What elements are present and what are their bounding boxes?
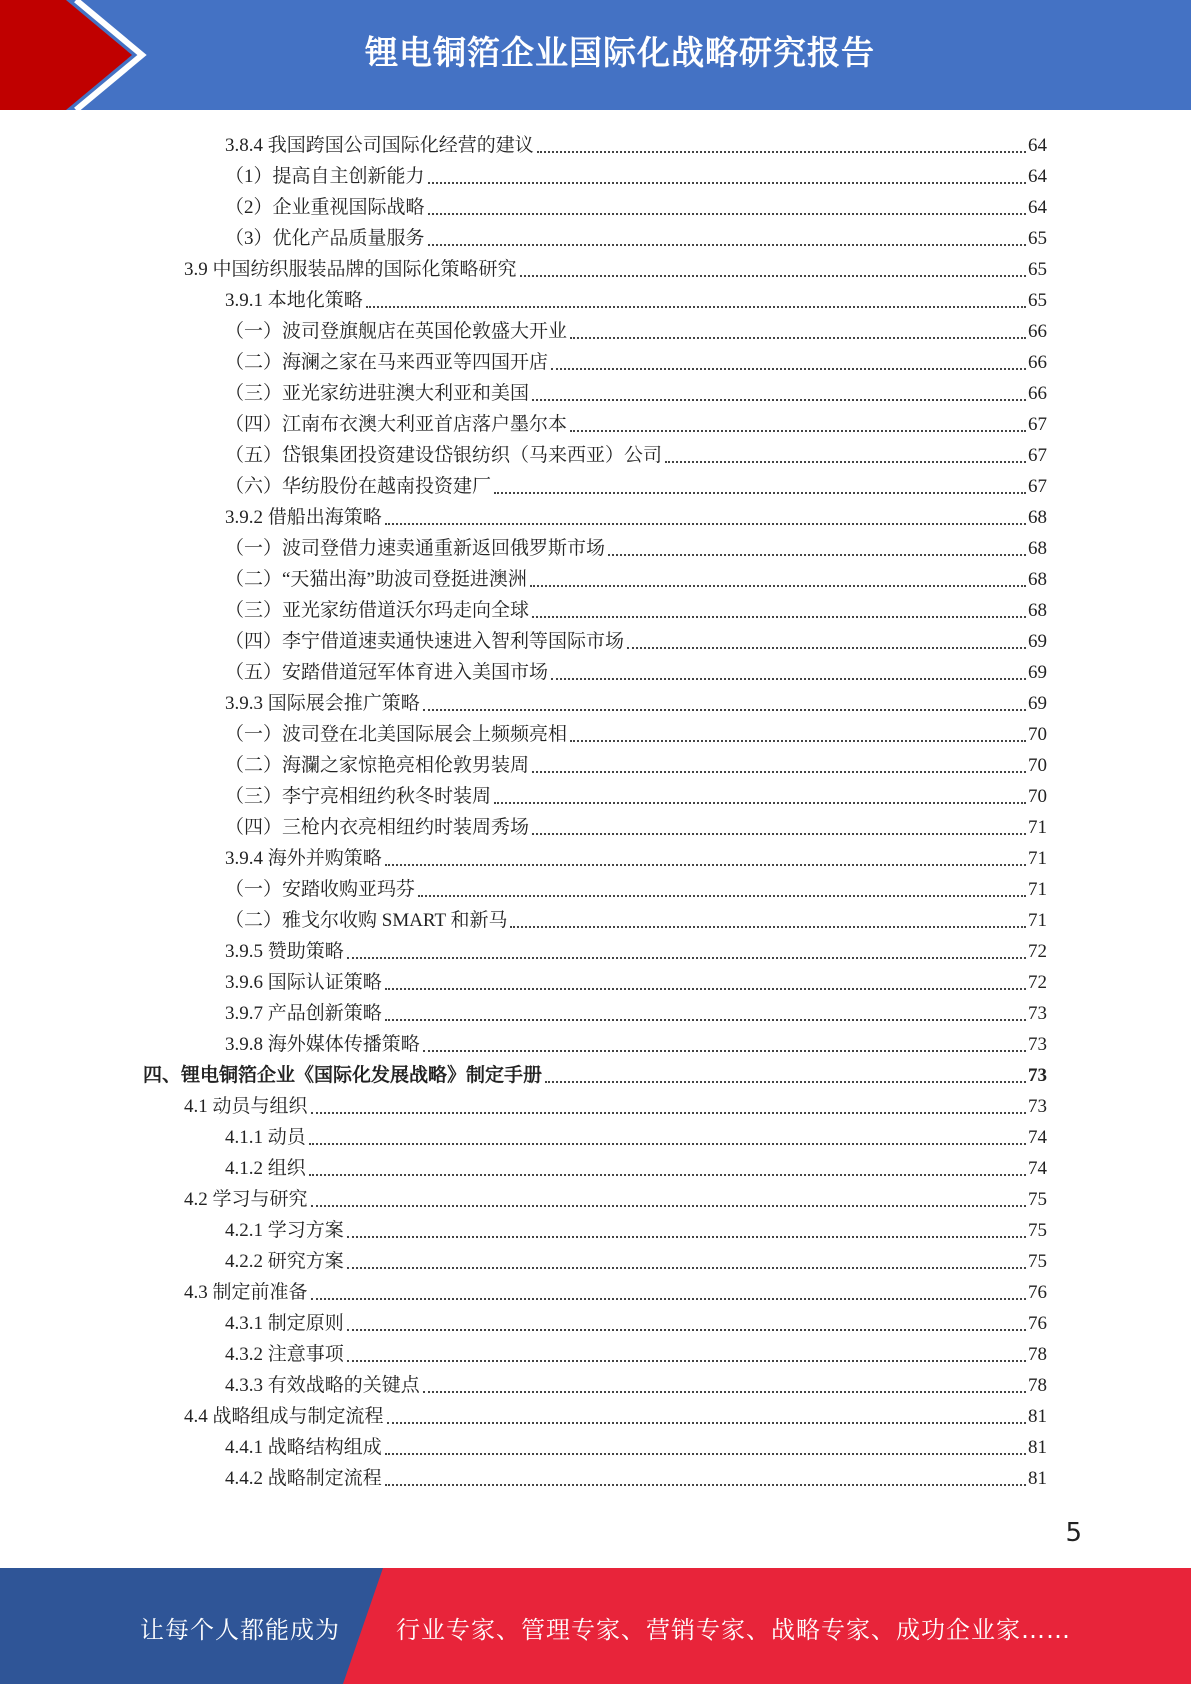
toc-leader-dots bbox=[385, 1452, 1026, 1455]
toc-entry-title: 4.4.2 战略制定流程 bbox=[225, 1468, 382, 1489]
toc-entry-page: 76 bbox=[1028, 1313, 1047, 1334]
toc-entry[interactable] bbox=[225, 1305, 1047, 1336]
toc-entry-title: （一）波司登在北美国际展会上频频亮相 bbox=[225, 724, 568, 745]
toc-leader-dots bbox=[532, 615, 1026, 618]
toc-entry[interactable] bbox=[225, 530, 1047, 561]
toc-entry[interactable] bbox=[225, 375, 1047, 406]
toc-entry[interactable] bbox=[225, 437, 1047, 468]
toc-entry-title: （五）岱银集团投资建设岱银纺织（马来西亚）公司 bbox=[225, 445, 663, 466]
toc-leader-dots bbox=[347, 1235, 1026, 1238]
toc-entry-title: 3.9.2 借船出海策略 bbox=[225, 507, 382, 528]
toc-entry-page: 65 bbox=[1028, 290, 1047, 311]
toc-leader-dots bbox=[627, 646, 1026, 649]
toc-leader-dots bbox=[510, 925, 1026, 928]
toc-entry-title: （1）提高自主创新能力 bbox=[225, 166, 425, 187]
toc-leader-dots bbox=[385, 987, 1026, 990]
toc-leader-dots bbox=[494, 491, 1026, 494]
toc-leader-dots bbox=[665, 460, 1026, 463]
toc-entry[interactable] bbox=[225, 716, 1047, 747]
toc-entry-title: 4.4.1 战略结构组成 bbox=[225, 1437, 382, 1458]
toc-entry-page: 66 bbox=[1028, 352, 1047, 373]
toc-leader-dots bbox=[387, 1421, 1026, 1424]
toc-leader-dots bbox=[347, 1359, 1026, 1362]
toc-leader-dots bbox=[423, 1390, 1026, 1393]
toc-leader-dots bbox=[532, 398, 1026, 401]
toc-entry-title: （3）优化产品质量服务 bbox=[225, 228, 425, 249]
toc-entry-page: 73 bbox=[1028, 1034, 1047, 1055]
toc-entry-title: （一）波司登旗舰店在英国伦敦盛大开业 bbox=[225, 321, 568, 342]
toc-entry-title: 4.1.1 动员 bbox=[225, 1127, 306, 1148]
toc-entry[interactable] bbox=[225, 313, 1047, 344]
toc-chapter-entry[interactable] bbox=[143, 1057, 1047, 1088]
toc-entry[interactable] bbox=[225, 127, 1047, 158]
toc-entry[interactable] bbox=[225, 1243, 1047, 1274]
toc-entry-page: 67 bbox=[1028, 445, 1047, 466]
toc-entry-title: 3.9.1 本地化策略 bbox=[225, 290, 363, 311]
toc-entry-title: 4.3.2 注意事项 bbox=[225, 1344, 344, 1365]
toc-leader-dots bbox=[428, 181, 1026, 184]
toc-entry[interactable] bbox=[225, 902, 1047, 933]
toc-entry-page: 66 bbox=[1028, 383, 1047, 404]
toc-entry-page: 64 bbox=[1028, 135, 1047, 156]
toc-entry-page: 66 bbox=[1028, 321, 1047, 342]
toc-leader-dots bbox=[551, 677, 1026, 680]
toc-entry-page: 73 bbox=[1028, 1096, 1047, 1117]
toc-entry-title: 3.9.7 产品创新策略 bbox=[225, 1003, 382, 1024]
toc-entry-title: （三）亚光家纺借道沃尔玛走向全球 bbox=[225, 600, 530, 621]
toc-entry[interactable] bbox=[225, 995, 1047, 1026]
toc-entry[interactable] bbox=[225, 964, 1047, 995]
toc-entry[interactable] bbox=[225, 406, 1047, 437]
toc-entry[interactable] bbox=[225, 747, 1047, 778]
toc-entry[interactable] bbox=[225, 1212, 1047, 1243]
toc-leader-dots bbox=[551, 367, 1026, 370]
toc-entry[interactable] bbox=[184, 1181, 1047, 1212]
toc-entry[interactable] bbox=[184, 251, 1047, 282]
toc-entry-page: 74 bbox=[1028, 1158, 1047, 1179]
toc-entry-page: 68 bbox=[1028, 569, 1047, 590]
toc-entry-title: （二）雅戈尔收购 SMART 和新马 bbox=[225, 910, 508, 931]
toc-entry-page: 74 bbox=[1028, 1127, 1047, 1148]
toc-entry-page: 64 bbox=[1028, 166, 1047, 187]
toc-leader-dots bbox=[545, 1080, 1026, 1083]
toc-leader-dots bbox=[418, 894, 1026, 897]
toc-leader-dots bbox=[530, 584, 1026, 587]
toc-entry[interactable] bbox=[225, 220, 1047, 251]
toc-leader-dots bbox=[570, 739, 1026, 742]
toc-entry-title: 4.3.3 有效战略的关键点 bbox=[225, 1375, 420, 1396]
toc-entry-title: （四）李宁借道速卖通快速进入智利等国际市场 bbox=[225, 631, 625, 652]
toc-entry[interactable] bbox=[225, 1026, 1047, 1057]
toc-leader-dots bbox=[347, 956, 1026, 959]
toc-entry[interactable] bbox=[225, 1460, 1047, 1491]
toc-entry[interactable] bbox=[225, 282, 1047, 313]
toc-entry-title: 3.9.4 海外并购策略 bbox=[225, 848, 382, 869]
toc-entry-page: 75 bbox=[1028, 1220, 1047, 1241]
toc-entry[interactable] bbox=[225, 1367, 1047, 1398]
toc-entry-page: 72 bbox=[1028, 972, 1047, 993]
toc-entry-title: （二）海瀾之家惊艳亮相伦敦男装周 bbox=[225, 755, 530, 776]
toc-leader-dots bbox=[537, 150, 1026, 153]
toc-entry-page: 65 bbox=[1028, 259, 1047, 280]
toc-leader-dots bbox=[570, 336, 1026, 339]
toc-leader-dots bbox=[428, 212, 1026, 215]
toc-entry[interactable] bbox=[225, 468, 1047, 499]
toc-entry-page: 71 bbox=[1028, 879, 1047, 900]
toc-entry-title: 四、锂电铜箔企业《国际化发展战略》制定手册 bbox=[143, 1065, 543, 1086]
toc-entry-title: （三）李宁亮相纽约秋冬时装周 bbox=[225, 786, 492, 807]
toc-leader-dots bbox=[532, 770, 1026, 773]
toc-entry-title: （二）“天猫出海”助波司登挺进澳洲 bbox=[225, 569, 527, 590]
toc-entry-title: （二）海澜之家在马来西亚等四国开店 bbox=[225, 352, 549, 373]
toc-entry-page: 78 bbox=[1028, 1344, 1047, 1365]
toc-entry-page: 73 bbox=[1028, 1065, 1047, 1086]
toc-leader-dots bbox=[385, 1483, 1026, 1486]
toc-leader-dots bbox=[532, 832, 1026, 835]
toc-entry-page: 67 bbox=[1028, 476, 1047, 497]
toc-entry-page: 76 bbox=[1028, 1282, 1047, 1303]
toc-entry[interactable] bbox=[184, 1088, 1047, 1119]
toc-entry[interactable] bbox=[225, 1150, 1047, 1181]
toc-leader-dots bbox=[520, 274, 1026, 277]
toc-leader-dots bbox=[570, 429, 1026, 432]
toc-entry-page: 71 bbox=[1028, 910, 1047, 931]
toc-entry[interactable] bbox=[225, 158, 1047, 189]
toc-entry-title: 3.9.3 国际展会推广策略 bbox=[225, 693, 420, 714]
toc-entry-title: （一）安踏收购亚玛芬 bbox=[225, 879, 416, 900]
toc-entry-title: （五）安踏借道冠军体育进入美国市场 bbox=[225, 662, 549, 683]
toc-entry-page: 64 bbox=[1028, 197, 1047, 218]
toc-entry-page: 72 bbox=[1028, 941, 1047, 962]
toc-leader-dots bbox=[347, 1328, 1026, 1331]
toc-entry-title: 4.3.1 制定原则 bbox=[225, 1313, 344, 1334]
toc-entry-title: 3.9 中国纺织服装品牌的国际化策略研究 bbox=[184, 259, 517, 280]
report-title: 锂电铜箔企业国际化战略研究报告 bbox=[365, 33, 875, 72]
toc-entry-title: （三）亚光家纺进驻澳大利亚和美国 bbox=[225, 383, 530, 404]
toc-entry-page: 69 bbox=[1028, 662, 1047, 683]
toc-entry-page: 81 bbox=[1028, 1468, 1047, 1489]
toc-leader-dots bbox=[385, 863, 1026, 866]
toc-entry-title: 4.3 制定前准备 bbox=[184, 1282, 308, 1303]
toc-leader-dots bbox=[311, 1111, 1026, 1114]
toc-leader-dots bbox=[347, 1266, 1026, 1269]
toc-leader-dots bbox=[311, 1297, 1026, 1300]
red-chevron-decoration bbox=[0, 0, 160, 110]
toc-entry[interactable] bbox=[225, 685, 1047, 716]
page-number: 5 bbox=[1065, 1518, 1082, 1548]
toc-entry[interactable] bbox=[225, 561, 1047, 592]
toc-entry[interactable] bbox=[225, 778, 1047, 809]
toc-entry-title: （一）波司登借力速卖通重新返回俄罗斯市场 bbox=[225, 538, 606, 559]
toc-entry-page: 70 bbox=[1028, 755, 1047, 776]
toc-entry-page: 69 bbox=[1028, 693, 1047, 714]
toc-entry-page: 75 bbox=[1028, 1251, 1047, 1272]
toc-entry[interactable] bbox=[225, 1119, 1047, 1150]
toc-entry[interactable] bbox=[225, 871, 1047, 902]
toc-entry-title: （四）江南布衣澳大利亚首店落户墨尔本 bbox=[225, 414, 568, 435]
toc-entry-page: 69 bbox=[1028, 631, 1047, 652]
toc-leader-dots bbox=[385, 1018, 1026, 1021]
toc-entry-page: 65 bbox=[1028, 228, 1047, 249]
footer-slogan-right: 行业专家、管理专家、营销专家、战略专家、成功企业家…… bbox=[396, 1616, 1071, 1644]
toc-entry[interactable] bbox=[225, 840, 1047, 871]
toc-entry[interactable] bbox=[225, 189, 1047, 220]
toc-entry-page: 70 bbox=[1028, 724, 1047, 745]
toc-leader-dots bbox=[494, 801, 1026, 804]
toc-entry-title: 4.1 动员与组织 bbox=[184, 1096, 308, 1117]
toc-leader-dots bbox=[366, 305, 1026, 308]
toc-entry-title: 3.8.4 我国跨国公司国际化经营的建议 bbox=[225, 135, 534, 156]
toc-entry-page: 70 bbox=[1028, 786, 1047, 807]
toc-entry[interactable] bbox=[184, 1398, 1047, 1429]
toc-leader-dots bbox=[608, 553, 1026, 556]
toc-entry-page: 71 bbox=[1028, 848, 1047, 869]
toc-entry-title: 4.2.1 学习方案 bbox=[225, 1220, 344, 1241]
toc-entry-title: 3.9.6 国际认证策略 bbox=[225, 972, 382, 993]
toc-entry-page: 67 bbox=[1028, 414, 1047, 435]
toc-entry-page: 71 bbox=[1028, 817, 1047, 838]
toc-leader-dots bbox=[423, 708, 1026, 711]
toc-entry-title: 4.2 学习与研究 bbox=[184, 1189, 308, 1210]
toc-entry-page: 68 bbox=[1028, 600, 1047, 621]
toc-leader-dots bbox=[385, 522, 1026, 525]
toc-entry[interactable] bbox=[184, 1274, 1047, 1305]
toc-entry-title: 3.9.5 赞助策略 bbox=[225, 941, 344, 962]
toc-entry[interactable] bbox=[225, 344, 1047, 375]
toc-entry[interactable] bbox=[225, 654, 1047, 685]
toc-entry-page: 75 bbox=[1028, 1189, 1047, 1210]
toc-entry-title: （六）华纺股份在越南投资建厂 bbox=[225, 476, 492, 497]
page-header bbox=[0, 0, 1191, 110]
toc-entry-title: 4.4 战略组成与制定流程 bbox=[184, 1406, 384, 1427]
toc-entry[interactable] bbox=[225, 499, 1047, 530]
toc-entry-page: 68 bbox=[1028, 507, 1047, 528]
toc-entry-page: 78 bbox=[1028, 1375, 1047, 1396]
toc-entry-page: 81 bbox=[1028, 1406, 1047, 1427]
toc-leader-dots bbox=[309, 1142, 1026, 1145]
toc-entry[interactable] bbox=[225, 1429, 1047, 1460]
toc-entry[interactable] bbox=[225, 592, 1047, 623]
toc-leader-dots bbox=[423, 1049, 1026, 1052]
toc-entry-page: 73 bbox=[1028, 1003, 1047, 1024]
toc-entry-title: 4.2.2 研究方案 bbox=[225, 1251, 344, 1272]
toc-entry[interactable] bbox=[225, 623, 1047, 654]
toc-entry-title: （2）企业重视国际战略 bbox=[225, 197, 425, 218]
toc-entry[interactable] bbox=[225, 933, 1047, 964]
toc-leader-dots bbox=[428, 243, 1026, 246]
toc-entry-page: 68 bbox=[1028, 538, 1047, 559]
toc-entry-title: 3.9.8 海外媒体传播策略 bbox=[225, 1034, 420, 1055]
toc-entry-page: 81 bbox=[1028, 1437, 1047, 1458]
toc-entry[interactable] bbox=[225, 1336, 1047, 1367]
toc-leader-dots bbox=[309, 1173, 1026, 1176]
footer-slogan-left: 让每个人都能成为 bbox=[140, 1616, 340, 1644]
toc-entry[interactable] bbox=[225, 809, 1047, 840]
toc-entry-title: （四）三枪内衣亮相纽约时装周秀场 bbox=[225, 817, 530, 838]
toc-leader-dots bbox=[311, 1204, 1026, 1207]
toc-entry-title: 4.1.2 组织 bbox=[225, 1158, 306, 1179]
